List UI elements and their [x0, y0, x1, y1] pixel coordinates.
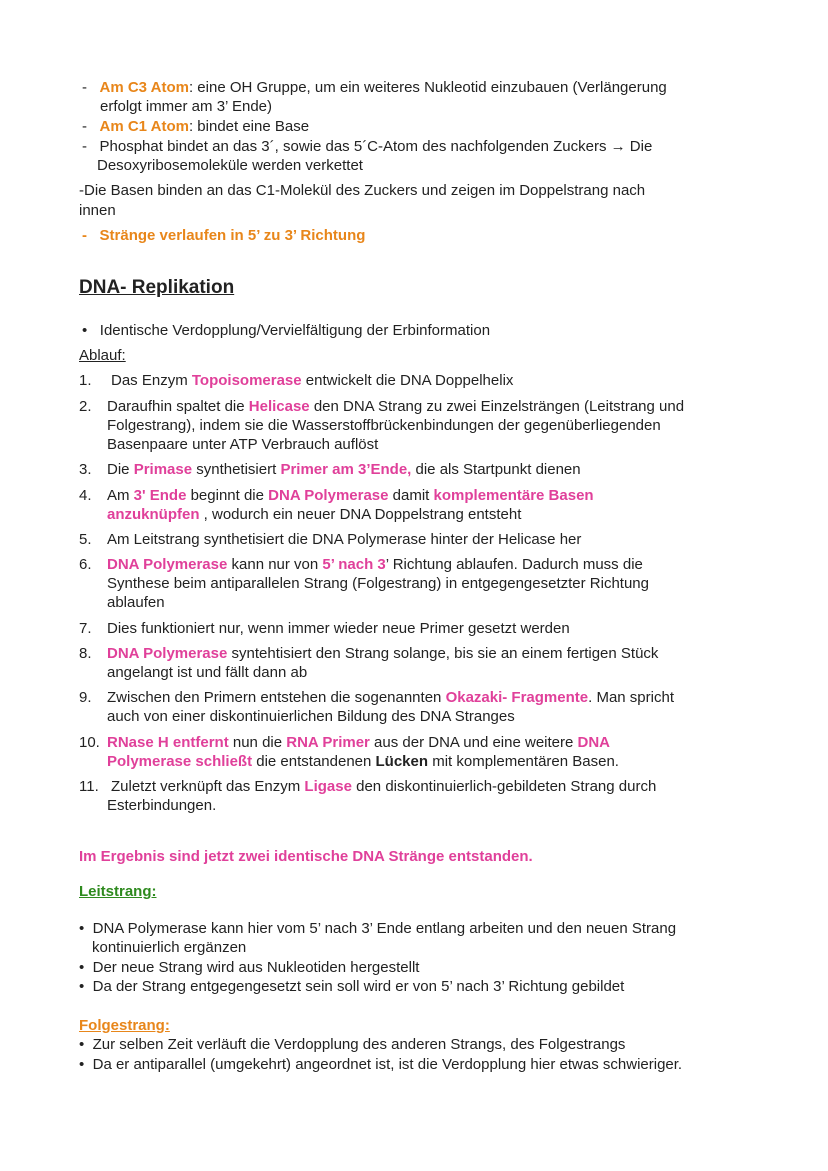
step-6-cont-1: Synthese beim antiparallelen Strang (Folgestrang) in entgegengesetzter Richtung	[107, 575, 649, 592]
step-6-cont-2: ablaufen	[107, 594, 165, 611]
step-8-cont: angelangt ist und fällt dann ab	[107, 664, 308, 681]
c1-label: Am C1 Atom	[99, 118, 189, 135]
c3-line: - Am C3 Atom: eine OH Gruppe, um ein weiteres Nukleotid einzubauen (Verlängerung	[82, 79, 667, 96]
step-2-cont-1: Folgestrang), indem sie die Wasserstoffbrückenbindungen der gegenüberliegenden	[107, 417, 661, 434]
step-10: RNase H entfernt nun die RNA Primer aus der DNA und eine weitere DNA	[107, 734, 611, 751]
step-6: DNA Polymerase kann nur von 5’ nach 3’ Richtung ablaufen. Dadurch muss die	[107, 556, 643, 573]
step-1-num: 1.	[79, 372, 92, 389]
leitstrang-bullet-1-cont: kontinuierlich ergänzen	[92, 939, 247, 956]
step-7: Dies funktioniert nur, wenn immer wieder neue Primer gesetzt werden	[107, 620, 570, 637]
step-10-cont: Polymerase schließt die entstandenen Lücken mit komplementären Basen.	[107, 753, 619, 770]
step-11-num: 11.	[79, 778, 99, 795]
richtung-text: Stränge verlaufen in 5’ zu 3’ Richtung	[99, 227, 366, 244]
step-9-cont: auch von einer diskontinuierlichen Bildung des DNA Stranges	[107, 708, 515, 725]
step-4-cont: anzuknüpfen , wodurch ein neuer DNA Doppelstrang entsteht	[107, 506, 522, 523]
step-7-num: 7.	[79, 620, 92, 637]
step-9: Zwischen den Primern entstehen die sogenannten Okazaki- Fragmente. Man spricht	[107, 689, 674, 706]
step-2-cont-2: Basenpaare unter ATP Verbrauch auflöst	[107, 436, 379, 453]
basen-line: -Die Basen binden an das C1-Molekül des Zuckers und zeigen im Doppelstrang nach	[79, 182, 646, 199]
step-5-num: 5.	[79, 531, 92, 548]
leitstrang-bullet-3: • Da der Strang entgegengesetzt sein soll wird er von 5’ nach 3’ Richtung gebildet	[79, 978, 625, 995]
page-title: DNA- Replikation	[79, 277, 235, 298]
step-2-num: 2.	[79, 398, 92, 415]
step-4-num: 4.	[79, 487, 92, 504]
c3-label: Am C3 Atom	[99, 79, 189, 96]
basen-line-cont: innen	[79, 202, 116, 219]
folgestrang-heading: Folgestrang:	[79, 1017, 170, 1034]
step-5: Am Leitstrang synthetisiert die DNA Polymerase hinter der Helicase her	[107, 531, 582, 548]
c3-line-cont: erfolgt immer am 3’ Ende)	[100, 98, 273, 115]
step-10-num: 10.	[79, 734, 100, 751]
result-line: Im Ergebnis sind jetzt zwei identische DNA Stränge entstanden.	[79, 848, 533, 865]
leitstrang-bullet-2: • Der neue Strang wird aus Nukleotiden hergestellt	[79, 959, 420, 976]
phosphat-line: - Phosphat bindet an das 3´, sowie das 5´C-Atom des nachfolgenden Zuckers → Die	[82, 138, 653, 155]
leitstrang-bullet-1: • DNA Polymerase kann hier vom 5’ nach 3’ Ende entlang arbeiten und den neuen Strang	[79, 920, 677, 937]
step-11: Zuletzt verknüpft das Enzym Ligase den diskontinuierlich-gebildeten Strang durch	[111, 778, 657, 795]
step-4: Am 3' Ende beginnt die DNA Polymerase damit komplementäre Basen	[107, 487, 594, 504]
intro-bullet: • Identische Verdopplung/Vervielfältigung der Erbinformation	[82, 322, 491, 339]
step-6-num: 6.	[79, 556, 92, 573]
richtung-line: - Stränge verlaufen in 5’ zu 3’ Richtung	[82, 227, 366, 244]
ablauf-label: Ablauf:	[79, 347, 126, 364]
step-3: Die Primase synthetisiert Primer am 3’Ende, die als Startpunkt dienen	[107, 461, 581, 478]
step-8: DNA Polymerase syntehtisiert den Strang solange, bis sie an einem fertigen Stück	[107, 645, 659, 662]
step-1: Das Enzym Topoisomerase entwickelt die DNA Doppelhelix	[111, 372, 514, 389]
c1-line: - Am C1 Atom: bindet eine Base	[82, 118, 310, 135]
step-9-num: 9.	[79, 689, 92, 706]
step-11-cont: Esterbindungen.	[107, 797, 217, 814]
step-2: Daraufhin spaltet die Helicase den DNA Strang zu zwei Einzelsträngen (Leitstrang und	[107, 398, 685, 415]
folgestrang-bullet-2: • Da er antiparallel (umgekehrt) angeordnet ist, ist die Verdopplung hier etwas schwieriger.	[79, 1056, 683, 1073]
step-3-num: 3.	[79, 461, 92, 478]
folgestrang-bullet-1: • Zur selben Zeit verläuft die Verdopplung des anderen Strangs, des Folgestrangs	[79, 1036, 626, 1053]
step-8-num: 8.	[79, 645, 92, 662]
leitstrang-heading: Leitstrang:	[79, 883, 157, 900]
phosphat-line-cont: Desoxyribosemoleküle werden verkettet	[97, 157, 363, 174]
